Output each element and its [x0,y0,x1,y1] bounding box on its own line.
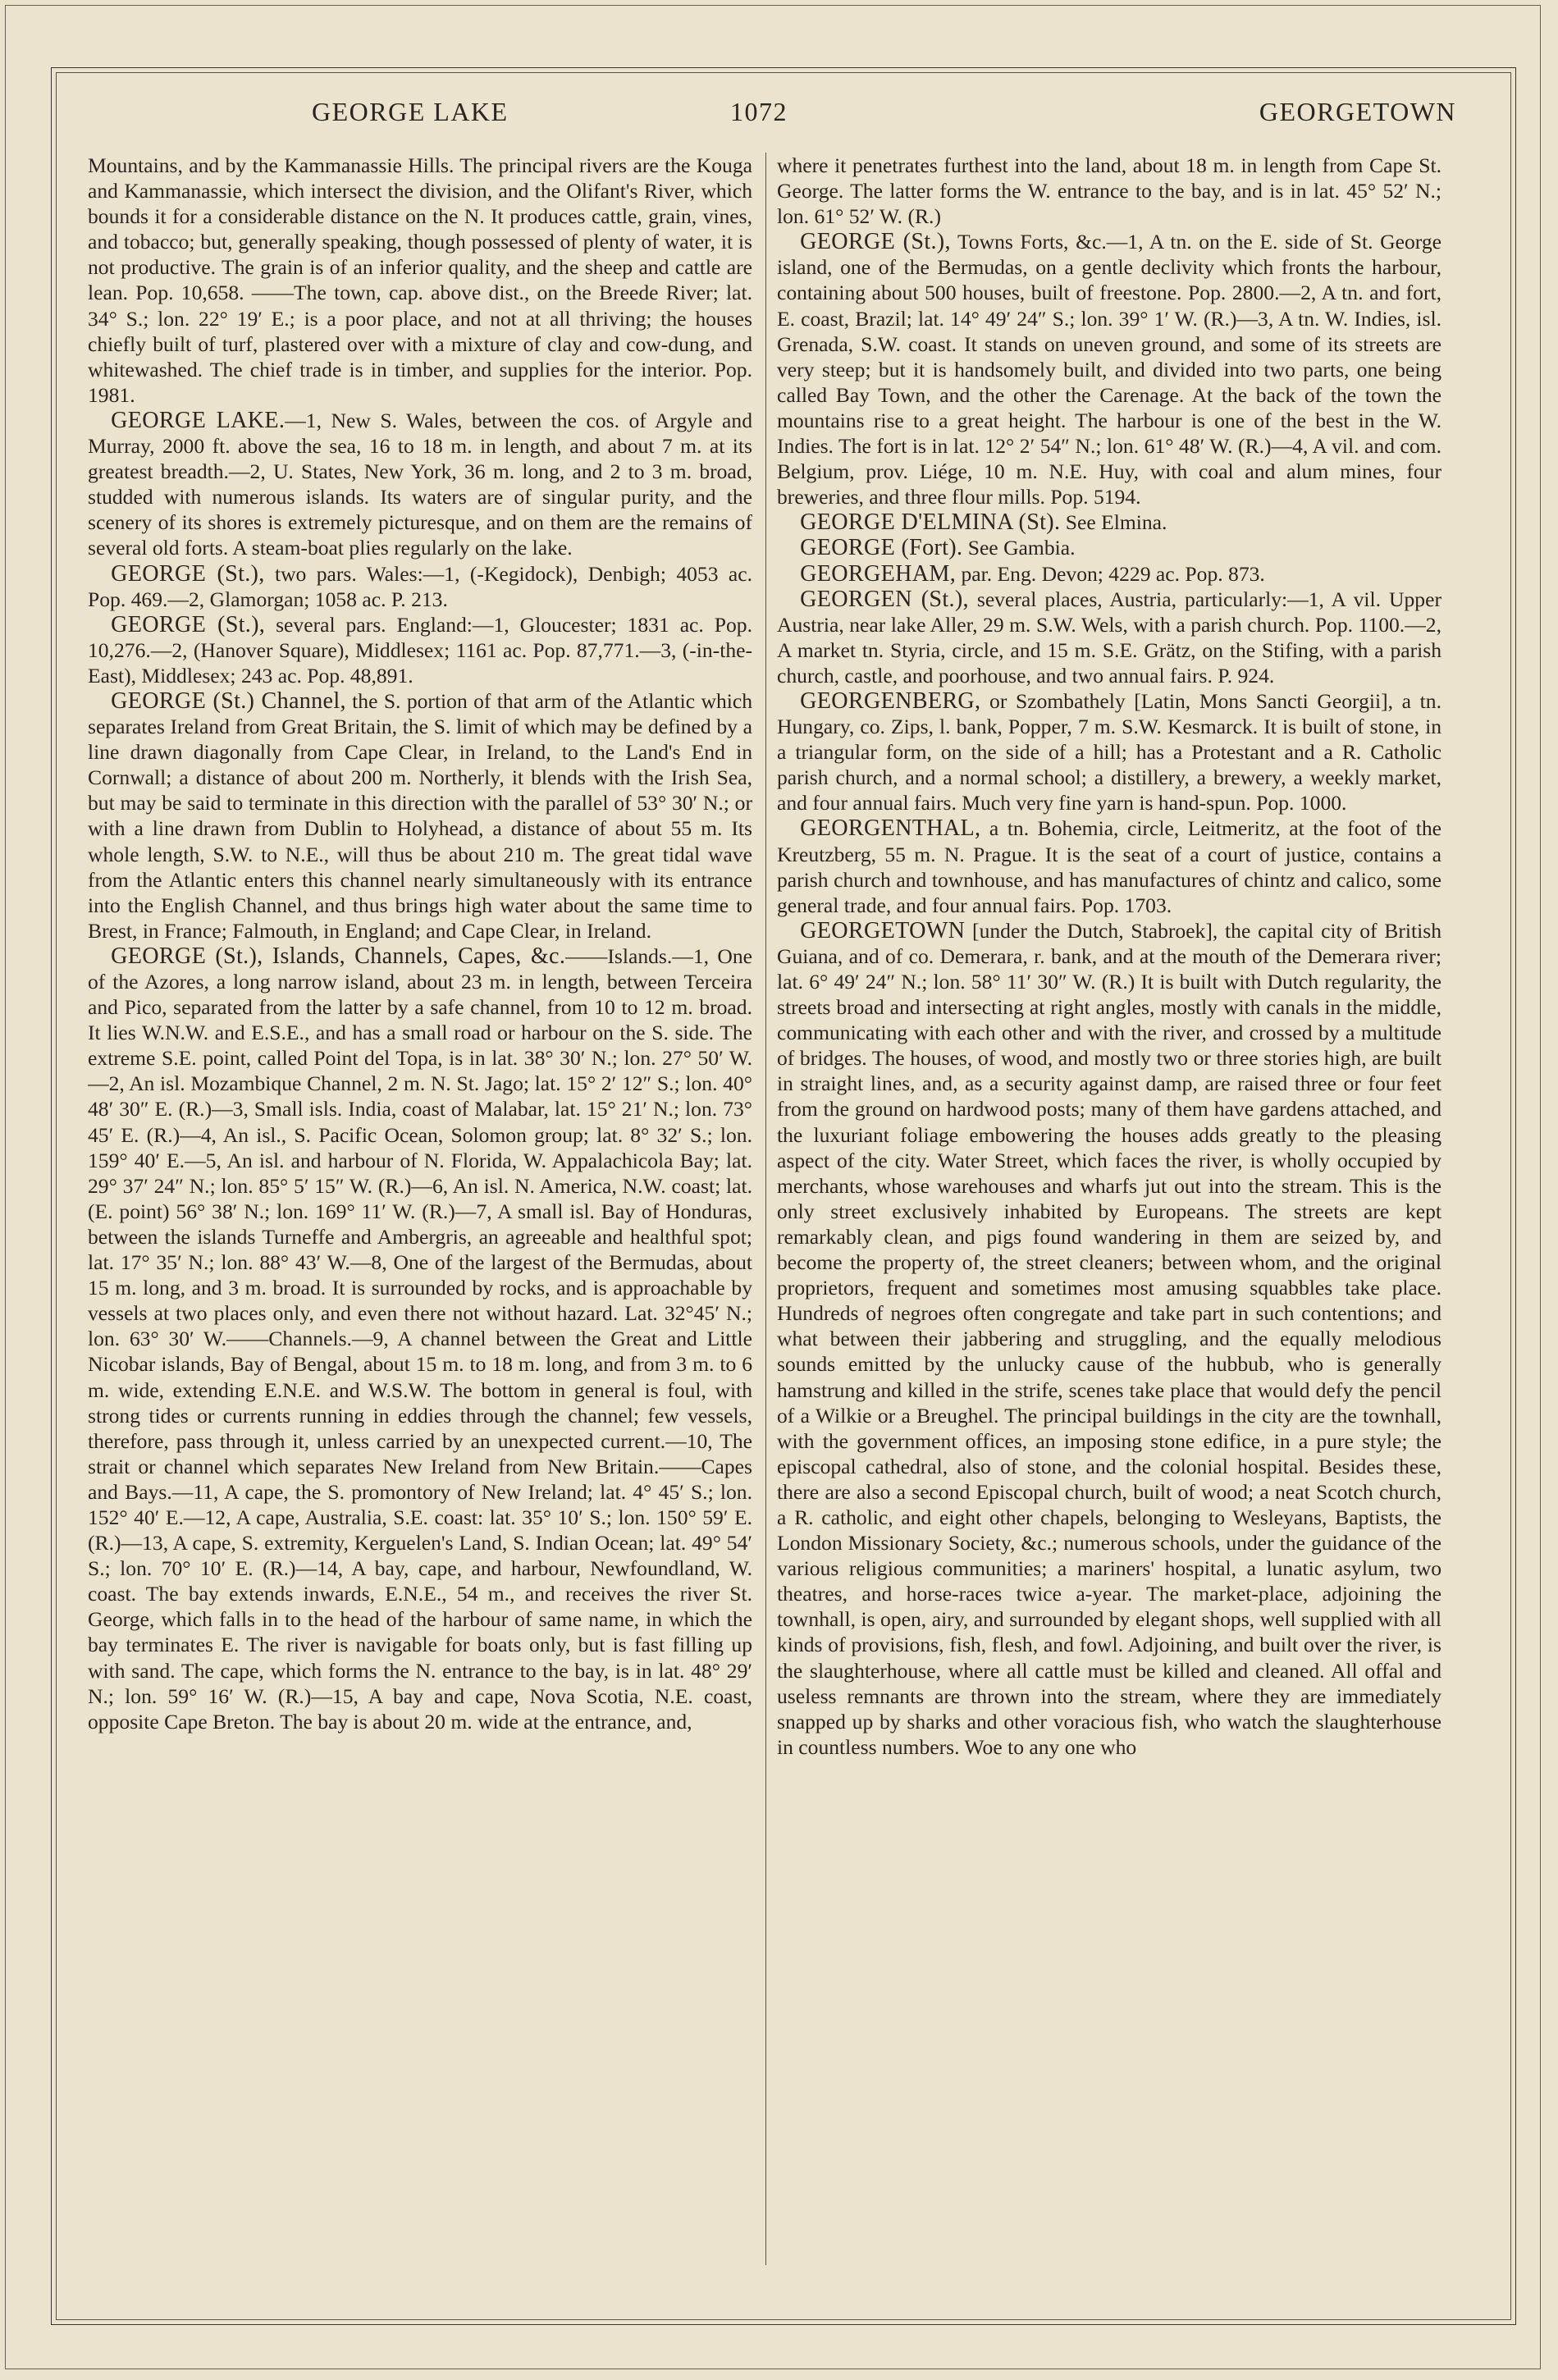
entry-paragraph [88,612,752,688]
entry-paragraph [777,509,1441,535]
entry-text: a tn. Bohemia, circle, Leitmeritz, at the foot of the Kreutzberg, 55 m. N. Prague. It is the seat of a court of justice, contains a parish church and townhouse, and has manufactures of chintz and calico, some general trade, and four annual fairs. Pop. 1703. [777,816,1441,917]
entry-paragraph [777,535,1441,560]
entry-headword: GEORGE LAKE. [111,407,286,433]
entry-text: the S. portion of that arm of the Atlantic which separates Ireland from Great Britain, the S. limit of which may be defined by a line drawn diagonally from Cape Clear, in Ireland, to the Land's End in Cornwall; a distance of about 200 m. Northerly, it blends with the Irish Sea, but may be said to terminate in this direction with the parallel of 53° 30′ N.; or with a line drawn from Dublin to Holyhead, a distance of about 55 m. Its whole length, S.W. to N.E., will thus be about 210 m. The great tidal wave from the Atlantic enters this channel nearly simultaneously with its entrance into the English Channel, and thus brings high water about the same time to Brest, in France; Falmouth, in England; and Cape Clear, in Ireland. [88,688,752,943]
entry-paragraph [777,918,1441,1760]
running-header [90,97,1477,136]
entry-headword: GEORGEN (St.), [800,586,969,612]
entry-paragraph [88,943,752,1734]
entry-text: par. Eng. Devon; 4229 ac. Pop. 873. [956,561,1265,586]
entry-paragraph [88,561,752,612]
entry-paragraph [777,815,1441,917]
entry-text: where it penetrates furthest into the land, about 18 m. in length from Cape St. George. The latter forms the W. entrance to the bay, and is in lat. 45° 52′ N.; lon. 61° 52′ W. (R.) [777,153,1441,229]
header-left-keyword: GEORGE LAKE [312,97,509,126]
entry-text: or Szombathely [Latin, Mons Sancti Georgii], a tn. Hungary, co. Zips, l. bank, Popper, 7 m. S.W. Kesmarck. It is built of stone, in a triangular form, on the side of a hill; has a Protestant and a R. Catholic parish church, and a normal school; a distillery, a brewery, a weekly market, and four annual fairs. Much very fine yarn is hand-spun. Pop. 1000. [777,688,1441,815]
page-number: 1072 [730,97,788,126]
entry-text: —1, New S. Wales, between the cos. of Argyle and Murray, 2000 ft. above the sea, 16 to 18 m. in length, and about 7 m. at its greatest breadth.—2, U. States, New York, 36 m. long, and 2 to 3 m. broad, studded with numerous islands. Its waters are of singular purity, and the scenery of its shores is extremely picturesque, and on them are the remains of several old forts. A steam-boat plies regularly on the lake. [88,408,752,560]
entry-text: several places, Austria, particularly:—1, A vil. Upper Austria, near lake Aller, 29 m. S.W. Wels, with a parish church. Pop. 1100.—2, A market tn. Styria, circle, and 15 m. S.E. Grätz, on the Stifing, with a parish church, castle, and poorhouse, and two annual fairs. P. 924. [777,587,1441,688]
entry-text: [under the Dutch, Stabroek], the capital city of British Guiana, and of co. Demerara, r. bank, and at the mouth of the Demerara river; lat. 6° 49′ 24″ N.; lon. 58° 11′ 30″ W. (R.) It is built with Dutch regularity, the streets broad and intersecting at right angles, mostly with canals in the middle, communicating with each other and with the river, and crossed by a multitude of bridges. The houses, of wood, and mostly two or three stories high, are built in straight lines, and, as a security against damp, are raised three or four feet from the ground on hardwood posts; many of them have gardens attached, and the luxuriant foliage embowering the houses adds greatly to the pleasing aspect of the city. Water Street, which faces the river, is wholly occupied by merchants, whose warehouses and wharfs jut out into the stream. This is the only street exclusively inhabited by Europeans. The streets are kept remarkably clean, and pigs found wandering in them are seized by, and become the property of, the street cleaners; between whom, and the original proprietors, frequent and sometimes most amusing squabbles take place. Hundreds of negroes often congregate and take part in such contentions; and what between their jabbering and struggling, and the equally melodious sounds emitted by the unlucky cause of the hubbub, who is generally hamstrung and killed in the strife, scenes take place that would defy the pencil of a Wilkie or a Breughel. The principal buildings in the city are the townhall, with the government offices, an imposing stone edifice, in a pure style; the episcopal cathedral, also of stone, and the colonial hospital. Besides these, there are also a second Episcopal church, built of wood; a neat Scotch church, a R. catholic, and eight other chapels, belonging to Wesleyans, Baptists, the London Missionary Society, &c.; numerous schools, under the guidance of the various religious communities; a mariners' hospital, a lunatic asylum, two theatres, and horse-races twice a-year. The market-place, adjoining the townhall, is open, airy, and surrounded by elegant shops, well supplied with all kinds of provisions, fish, flesh, and fowl. Adjoining, and built over the river, is the slaughterhouse, where all cattle must be killed and cleaned. All offal and useless remnants are thrown into the stream, where they are immediately snapped up by sharks and other voracious fish, who watch the slaughterhouse in countless numbers. Woe to any one who [777,918,1441,1759]
entry-paragraph [777,561,1441,587]
entry-text: Mountains, and by the Kammanassie Hills. The principal rivers are the Kouga and Kammanassie, which intersect the division, and the Olifant's River, which bounds it for a considerable distance on the N. It produces cattle, grain, vines, and tobacco; but, generally speaking, though possessed of plenty of water, it is not productive. The grain is of an inferior quality, and the sheep and cattle are lean. Pop. 10,658. ——The town, cap. above dist., on the Breede River; lat. 34° S.; lon. 22° 19′ E.; is a poor place, and not at all thriving; the houses chiefly built of turf, plastered over with a mixture of clay and cow-dung, and whitewashed. The chief trade is in timber, and supplies for the interior. Pop. 1981. [88,153,752,407]
entry-text: ——Islands.—1, One of the Azores, a long narrow island, about 23 m. in length, between Terceira and Pico, separated from the latter by a safe channel, from 10 to 12 m. broad. It lies W.N.W. and E.S.E., and has a small road or harbour on the S. side. The extreme S.E. point, called Point del Topa, is in lat. 38° 30′ N.; lon. 27° 50′ W.—2, An isl. Mozambique Channel, 2 m. N. St. Jago; lat. 15° 2′ 12″ S.; lon. 40° 48′ 30″ E. (R.)—3, Small isls. India, coast of Malabar, lat. 15° 21′ N.; lon. 73° 45′ E. (R.)—4, An isl., S. Pacific Ocean, Solomon group; lat. 8° 32′ S.; lon. 159° 40′ E.—5, An isl. and harbour of N. Florida, W. Appalachicola Bay; lat. 29° 37′ 24″ N.; lon. 85° 5′ 15″ W. (R.)—6, An isl. N. America, N.W. coast; lat. (E. point) 56° 38′ N.; lon. 169° 11′ W. (R.)—7, A small isl. Bay of Honduras, between the islands Turneffe and Ambergris, an agreeable and healthful spot; lat. 17° 35′ N.; lon. 88° 43′ W.—8, One of the largest of the Bermudas, about 15 m. long, and 3 m. broad. It is surrounded by rocks, and is approachable by vessels at two places only, and even there not without hazard. Lat. 32°45′ N.; lon. 63° 30′ W.——Channels.—9, A channel between the Great and Little Nicobar islands, Bay of Bengal, about 15 m. to 18 m. long, and from 3 m. to 6 m. wide, extending E.N.E. and W.S.W. The bottom in general is foul, with strong tides or currents running in eddies through the channel; few vessels, therefore, pass through it, unless carried by an unexpected current.—10, The strait or channel which separates New Ireland from New Britain.——Capes and Bays.—11, A cape, the S. promontory of New Ireland; lat. 4° 45′ S.; lon. 152° 40′ E.—12, A cape, Australia, S.E. coast: lat. 35° 10′ S.; lon. 150° 59′ E. (R.)—13, A cape, S. extremity, Kerguelen's Land, S. Indian Ocean; lat. 49° 54′ S.; lon. 70° 10′ E. (R.)—14, A bay, cape, and harbour, Newfoundland, W. coast. The bay extends inwards, E.N.E., 54 m., and receives the river St. George, which falls in to the head of the harbour of same name, in which the bay terminates E. The river is navigable for boats only, but is fast filling up with sand. The cape, which forms the N. entrance to the bay, is in lat. 48° 29′ N.; lon. 59° 16′ W. (R.)—15, A bay and cape, Nova Scotia, N.E. coast, opposite Cape Breton. The bay is about 20 m. wide at the entrance, and, [88,943,752,1734]
entry-headword: GEORGENBERG, [800,688,981,714]
entry-paragraph [777,229,1441,509]
entry-headword: GEORGE (St.), [800,229,951,255]
entry-text: See Gambia. [962,536,1076,560]
right-column [777,153,1441,2253]
entry-paragraph [777,688,1441,815]
entry-headword: GEORGENTHAL, [800,815,981,842]
entry-paragraph [88,408,752,561]
entry-headword: GEORGE (St.), [111,560,265,587]
column-divider [765,153,766,2265]
entry-headword: GEORGEHAM, [800,560,957,587]
entry-text: Towns Forts, &c.—1, A tn. on the E. side of St. George island, one of the Bermudas, on a gentle declivity which fronts the harbour, containing about 500 houses, built of freestone. Pop. 2800.—2, A tn. and fort, E. coast, Brazil; lat. 14° 49′ 24″ S.; lon. 39° 1′ W. (R.)—3, A tn. W. Indies, isl. Grenada, S.W. coast. It stands on uneven ground, and some of its streets are very steep; but it is handsomely built, and divided into two parts, one being called Bay Town, and the other the Carenage. At the back of the town the mountains rise to a great height. The harbour is one of the best in the W. Indies. The fort is in lat. 12° 2′ 54″ N.; lon. 61° 48′ W. (R.)—4, A vil. and com. Belgium, prov. Liége, 10 m. N.E. Huy, with coal and alum mines, four breweries, and three flour mills. Pop. 5194. [777,230,1441,509]
left-column [88,153,752,2253]
entry-paragraph [777,153,1441,229]
entry-headword: GEORGETOWN [800,917,966,943]
entry-paragraph [777,587,1441,688]
entry-paragraph [88,688,752,943]
entry-headword: GEORGE (St.), [111,611,266,637]
entry-text: two pars. Wales:—1, (-Kegidock), Denbigh; 4053 ac. Pop. 469.—2, Glamorgan; 1058 ac. P. 213. [88,561,752,611]
entry-text: See Elmina. [1060,510,1167,535]
entry-headword: GEORGE (St.) Channel, [111,688,346,714]
entry-headword: GEORGE (St.), Islands, Channels, Capes, &c. [111,943,566,969]
header-right-keyword: GEORGETOWN [1259,97,1456,126]
entry-paragraph [88,153,752,408]
entry-headword: GEORGE D'ELMINA (St). [800,509,1061,536]
entry-text: several pars. England:—1, Gloucester; 1831 ac. Pop. 10,276.—2, (Hanover Square), Middlesex; 1161 ac. Pop. 87,771.—3, (-in-the-East), Middlesex; 243 ac. Pop. 48,891. [88,612,752,688]
entry-headword: GEORGE (Fort). [800,535,963,561]
